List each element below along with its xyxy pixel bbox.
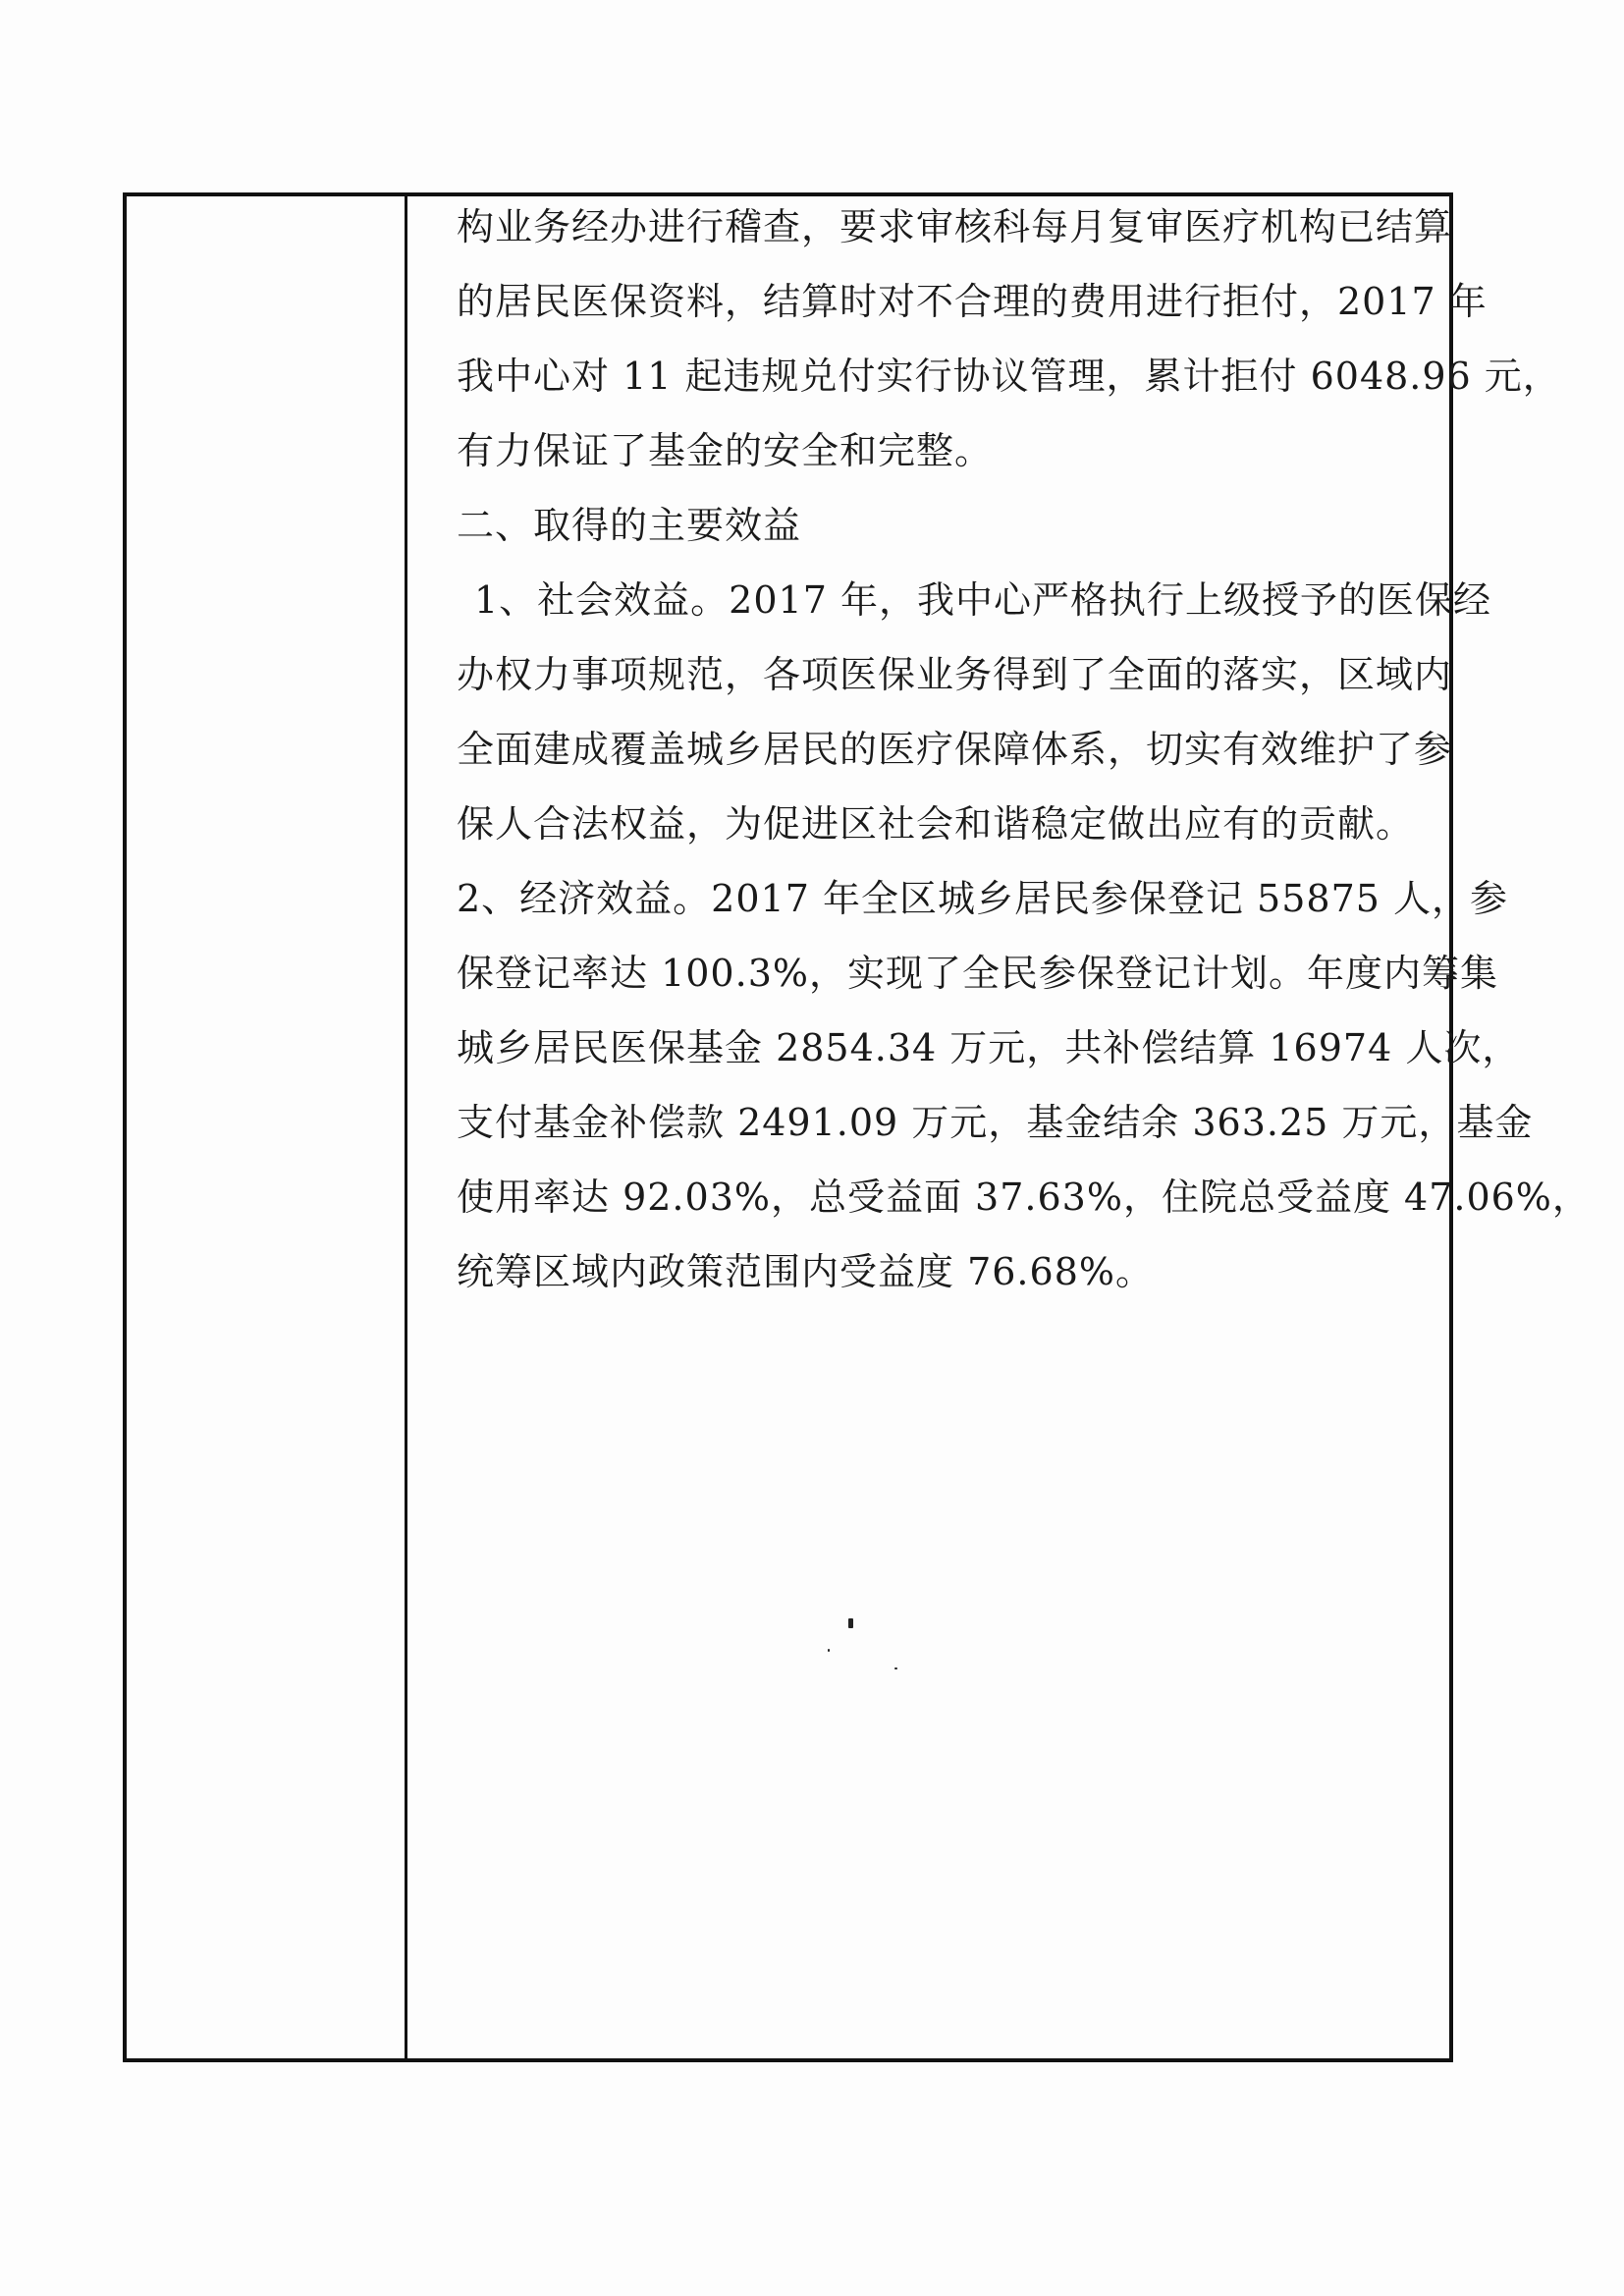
text-line: 使用率达 92.03%，总受益面 37.63%，住院总受益度 47.06%，: [457, 1175, 1591, 1219]
scan-speck: [828, 1649, 830, 1652]
text-line: 1、社会效益。2017 年，我中心严格执行上级授予的医保经: [474, 578, 1491, 622]
text-line: 的居民医保资料，结算时对不合理的费用进行拒付，2017 年: [457, 280, 1488, 323]
text-line: 支付基金补偿款 2491.09 万元，基金结余 363.25 万元，基金: [457, 1101, 1534, 1144]
form-table: [123, 192, 1591, 2062]
scan-speck: [894, 1667, 897, 1669]
scan-speck: [848, 1618, 853, 1628]
content-cell: [407, 196, 1591, 2058]
text-line: 统筹区域内政策范围内受益度 76.68%。: [457, 1250, 1154, 1293]
label-cell: [127, 196, 407, 2058]
text-line: 构业务经办进行稽查，要求审核科每月复审医疗机构已结算: [457, 205, 1453, 248]
text-line: 我中心对 11 起违规兑付实行协议管理，累计拒付 6048.96 元，: [457, 355, 1561, 398]
text-line: 办权力事项规范，各项医保业务得到了全面的落实，区域内: [457, 653, 1453, 696]
text-line: 保人合法权益，为促进区社会和谐稳定做出应有的贡献。: [457, 802, 1415, 846]
section-heading: 二、取得的主要效益: [457, 504, 802, 547]
text-line: 2、经济效益。2017 年全区城乡居民参保登记 55875 人，参: [457, 877, 1509, 920]
text-line: 全面建成覆盖城乡居民的医疗保障体系，切实有效维护了参: [457, 728, 1453, 771]
text-line: 保登记率达 100.3%，实现了全民参保登记计划。年度内筹集: [457, 952, 1498, 995]
text-line: 有力保证了基金的安全和完整。: [457, 429, 994, 472]
text-line: 城乡居民医保基金 2854.34 万元，共补偿结算 16974 人次，: [457, 1026, 1521, 1069]
